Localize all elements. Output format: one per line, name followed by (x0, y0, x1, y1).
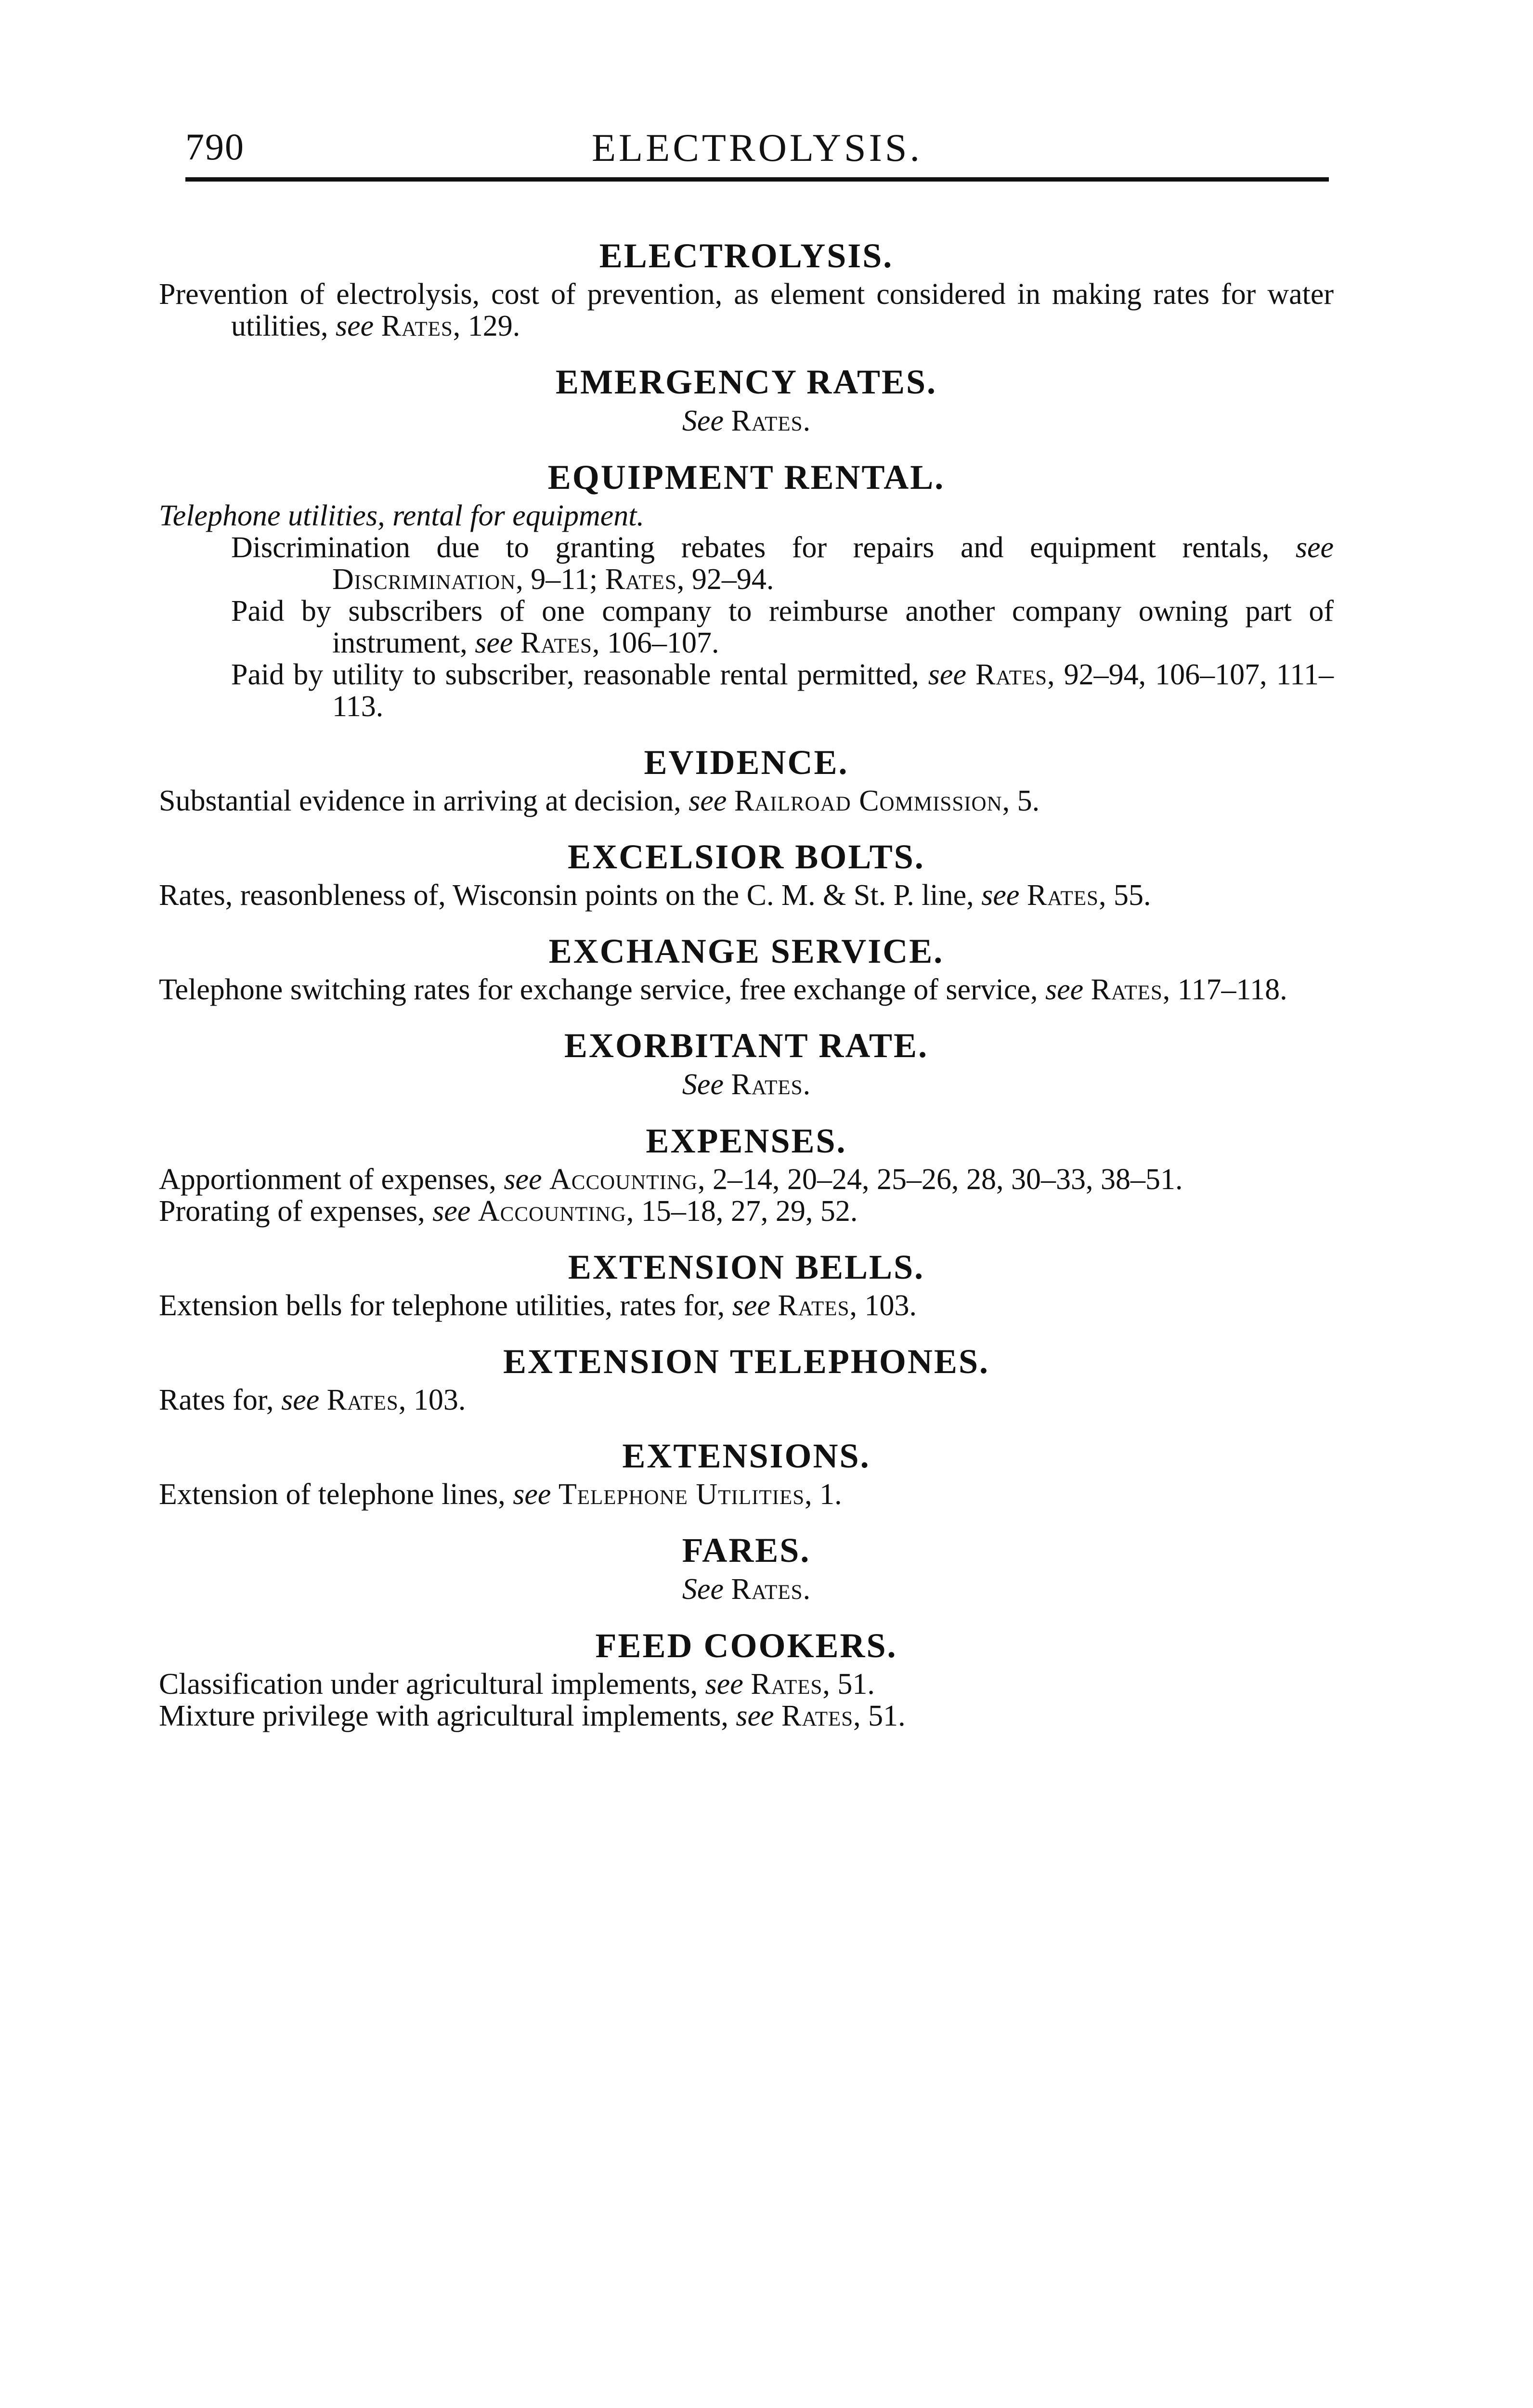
entry-subhead: Telephone utilities, rental for equipment. (159, 499, 644, 532)
entry-title: ELECTROLYSIS. (599, 236, 894, 275)
see-also-line: See Rates. (682, 405, 811, 437)
entry-line: Extension of telephone lines, see Telephone Utilities, 1. (159, 1478, 842, 1511)
index-entry-fares (159, 1531, 1334, 1606)
entry-title: EVIDENCE. (644, 743, 849, 782)
entry-line: Substantial evidence in arriving at decision, see Railroad Commission, 5. (159, 785, 1040, 817)
entry-line: Apportionment of expenses, see Accounting, 2–14, 20–24, 25–26, 28, 30–33, 38–51. (159, 1163, 1183, 1196)
entry-line: Discrimination due to granting rebates for repairs and equipment rentals, see Discrimination, 9–11; Rates, 92–94. (231, 531, 1334, 596)
entry-title: EXTENSION BELLS. (568, 1248, 925, 1286)
entry-line: Extension bells for telephone utilities, rates for, see Rates, 103. (159, 1289, 917, 1322)
entry-title: EQUIPMENT RENTAL. (547, 458, 945, 497)
index-entry-extension-bells (159, 1247, 1334, 1322)
index-entry-extension-telephones (159, 1342, 1334, 1416)
index-entry-excelsior-bolts (159, 837, 1334, 911)
entry-title: EXPENSES. (646, 1122, 847, 1160)
page-number: 790 (185, 126, 245, 168)
index-entry-evidence (159, 743, 1334, 817)
header-rule (185, 177, 1329, 182)
index-entry-expenses (159, 1121, 1334, 1227)
entry-line: Prorating of expenses, see Accounting, 15–18, 27, 29, 52. (159, 1195, 858, 1228)
entry-line: Classification under agricultural implements, see Rates, 51. (159, 1668, 875, 1701)
entry-title: EXCELSIOR BOLTS. (568, 838, 925, 876)
entry-title: FARES. (682, 1531, 811, 1570)
see-also-line: See Rates. (682, 1573, 811, 1606)
entry-line: Prevention of electrolysis, cost of prevention, as element considered in making rates for water utilities, see Rates, 129. (159, 278, 1334, 342)
entry-line: Rates for, see Rates, 103. (159, 1384, 466, 1416)
index-entry-electrolysis (159, 236, 1334, 342)
entry-line: Telephone switching rates for exchange service, free exchange of service, see Rates, 117–118. (159, 973, 1287, 1006)
entry-line: Paid by subscribers of one company to reimburse another company owning part of instrument, see Rates, 106–107. (231, 595, 1334, 659)
page-header (185, 116, 1329, 183)
entry-title: EXTENSION TELEPHONES. (503, 1342, 989, 1381)
see-also-line: See Rates. (682, 1068, 811, 1101)
running-title: ELECTROLYSIS. (591, 126, 923, 170)
entry-title: EXORBITANT RATE. (564, 1026, 929, 1065)
entry-title: EXCHANGE SERVICE. (548, 932, 944, 970)
index-entry-exorbitant-rate (159, 1026, 1334, 1101)
index-entry-exchange-service (159, 931, 1334, 1006)
index-entry-equipment-rental (159, 458, 1334, 722)
entry-line: Paid by utility to subscriber, reasonable rental permitted, see Rates, 92–94, 106–107, 111–113. (231, 658, 1334, 723)
entry-title: EXTENSIONS. (622, 1437, 870, 1475)
index-entry-emergency-rates (159, 362, 1334, 437)
index-content (159, 236, 1334, 1752)
entry-title: EMERGENCY RATES. (555, 363, 937, 401)
index-entry-extensions (159, 1436, 1334, 1510)
entry-title: FEED COOKERS. (595, 1626, 897, 1665)
entry-line: Rates, reasonbleness of, Wisconsin points on the C. M. & St. P. line, see Rates, 55. (159, 879, 1151, 912)
entry-line: Mixture privilege with agricultural implements, see Rates, 51. (159, 1700, 906, 1732)
index-entry-feed-cookers (159, 1626, 1334, 1732)
